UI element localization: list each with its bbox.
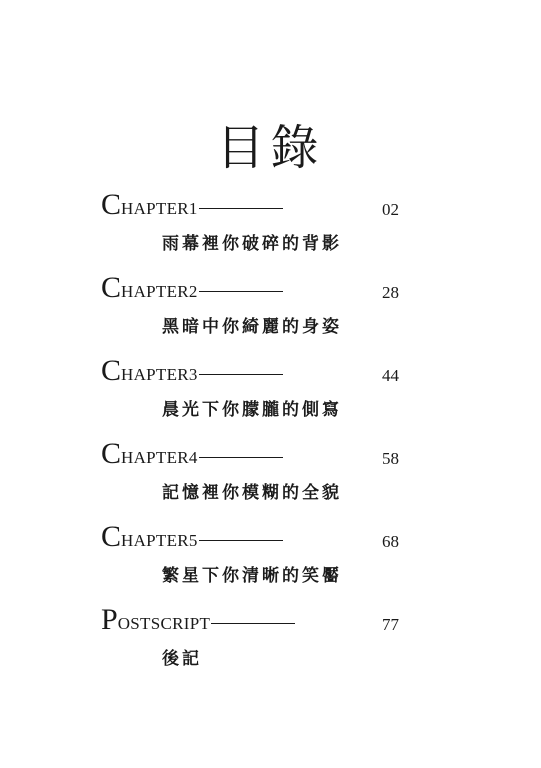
toc-entry-chapter5[interactable] [101,522,421,605]
page-number: 77 [382,615,399,634]
leader-rule [199,540,283,541]
chapter-heading [101,522,421,556]
toc-entry-postscript[interactable] [101,605,421,688]
chapter-subtitle: 記憶裡你模糊的全貌 [162,483,342,503]
chapter-label: OSTSCRIPT [117,614,211,633]
chapter-initial: P [101,603,118,636]
chapter-heading [101,356,421,390]
page-number: 44 [382,366,399,385]
chapter-label: HAPTER1 [121,199,198,218]
chapter-subtitle: 後記 [162,649,202,669]
leader-rule [199,457,283,458]
chapter-initial: C [101,271,122,304]
toc-entry-chapter1[interactable] [101,190,421,273]
leader-rule [199,291,283,292]
table-of-contents [101,190,421,688]
page-number: 02 [382,200,399,219]
leader-rule [199,208,283,209]
chapter-initial: C [101,354,122,387]
chapter-heading [101,605,421,639]
leader-rule [211,623,295,624]
chapter-subtitle: 雨幕裡你破碎的背影 [162,234,342,254]
page-number: 68 [382,532,399,551]
chapter-label: HAPTER4 [121,448,198,467]
chapter-heading [101,190,421,224]
chapter-initial: C [101,437,122,470]
chapter-initial: C [101,520,122,553]
chapter-subtitle: 繁星下你清晰的笑靨 [162,566,342,586]
toc-entry-chapter2[interactable] [101,273,421,356]
page-number: 28 [382,283,399,302]
chapter-subtitle: 黑暗中你綺麗的身姿 [162,317,342,337]
toc-entry-chapter3[interactable] [101,356,421,439]
chapter-heading [101,439,421,473]
page-number: 58 [382,449,399,468]
toc-entry-chapter4[interactable] [101,439,421,522]
page-title: 目錄 [216,120,325,177]
chapter-label: HAPTER3 [121,365,198,384]
chapter-subtitle: 晨光下你朦朧的側寫 [162,400,342,420]
chapter-label: HAPTER5 [121,531,198,550]
chapter-heading [101,273,421,307]
chapter-label: HAPTER2 [121,282,198,301]
leader-rule [199,374,283,375]
chapter-initial: C [101,188,122,221]
